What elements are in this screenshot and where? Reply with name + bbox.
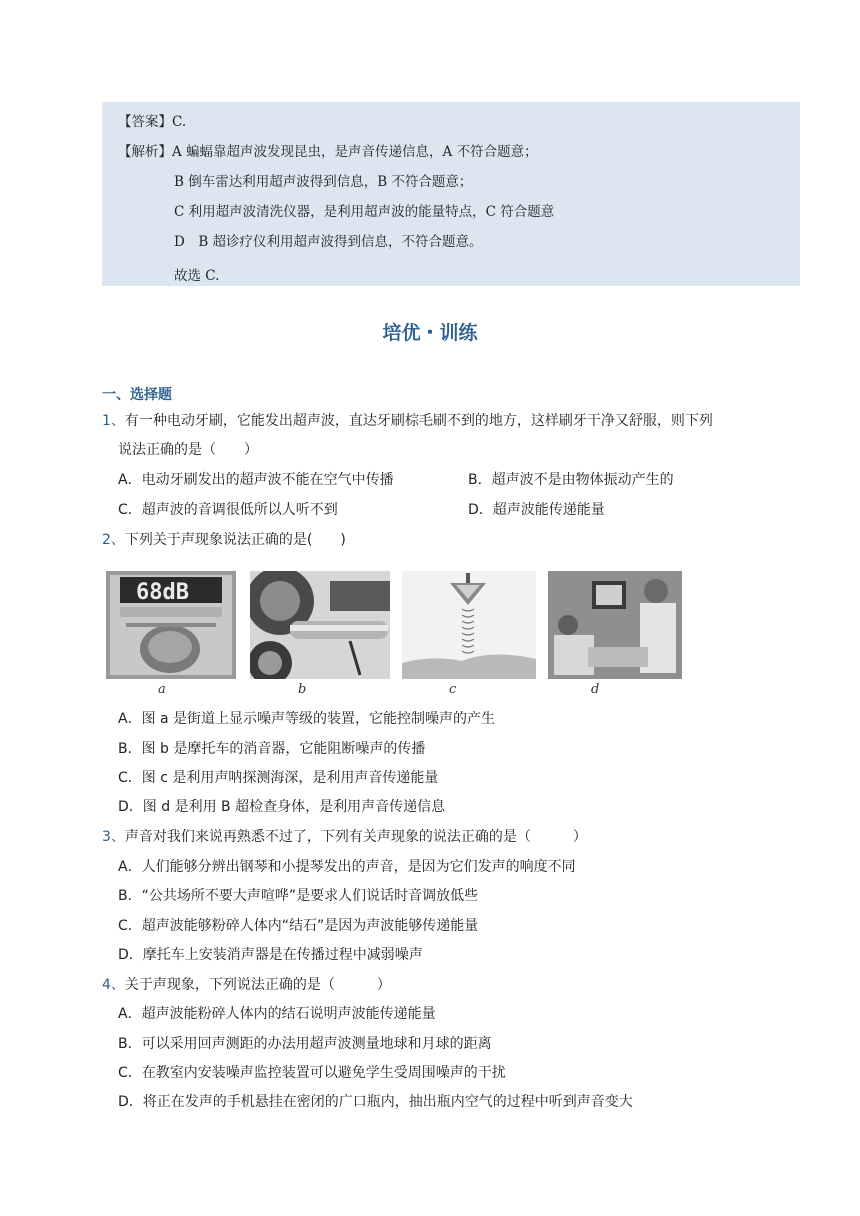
figure-d-label: d <box>591 682 600 697</box>
section-title: 培优・训练 <box>382 322 478 344</box>
analysis-line-4: D B 超诊疗仪利用超声波得到信息，不符合题意。 <box>174 234 483 250</box>
q4-option-d[interactable]: D．将正在发声的手机悬挂在密闭的广口瓶内，抽出瓶内空气的过程中听到声音变大 <box>118 1094 633 1110</box>
q2-option-c[interactable]: C．图 c 是利用声呐探测海深，是利用声音传递能量 <box>118 770 439 786</box>
q2-option-a[interactable]: A．图 a 是街道上显示噪声等级的装置，它能控制噪声的产生 <box>118 711 496 727</box>
q2-option-d[interactable]: D．图 d 是利用 B 超检查身体，是利用声音传递信息 <box>118 799 446 815</box>
question-3 <box>102 826 587 846</box>
figure-a-noise-meter <box>106 571 236 679</box>
q4-option-a[interactable]: A．超声波能粉碎人体内的结石说明声波能传递能量 <box>118 1006 436 1022</box>
analysis-text: A 蝙蝠靠超声波发现昆虫，是声音传递信息，A 不符合题意； <box>172 144 538 160</box>
figure-a-label: a <box>158 682 166 697</box>
q4-option-c[interactable]: C．在教室内安装噪声监控装置可以避免学生受周围噪声的干扰 <box>118 1065 506 1081</box>
answer-line <box>118 110 186 130</box>
question-text: 声音对我们来说再熟悉不过了，下列有关声现象的说法正确的是（ ） <box>124 829 587 845</box>
answer-label: 【答案】 <box>118 114 172 130</box>
q3-option-c[interactable]: C．超声波能够粉碎人体内“结石”是因为声波能够传递能量 <box>118 918 479 934</box>
figure-d-ultrasound-exam <box>548 571 682 679</box>
question-number: 3、 <box>102 829 125 845</box>
q1-option-b[interactable]: B．超声波不是由物体振动产生的 <box>468 472 674 488</box>
analysis-line-2: B 倒车雷达利用超声波得到信息，B 不符合题意； <box>174 174 473 190</box>
analysis-line-5: 故选 C. <box>174 268 220 284</box>
analysis-line-3: C 利用超声波清洗仪器，是利用超声波的能量特点，C 符合题意 <box>174 204 555 220</box>
q1-option-c[interactable]: C．超声波的音调很低所以人听不到 <box>118 502 338 518</box>
question-number: 2、 <box>102 532 125 548</box>
question-text: 关于声现象，下列说法正确的是（ ） <box>124 977 391 993</box>
q1-option-d[interactable]: D．超声波能传递能量 <box>468 502 605 518</box>
question-number: 4、 <box>102 977 125 993</box>
figure-c-label: c <box>449 682 457 697</box>
analysis-label: 【解析】 <box>118 144 172 160</box>
question-2 <box>102 529 346 549</box>
question-1-line-2: 说法正确的是（ ） <box>118 442 258 458</box>
question-text: 有一种电动牙刷，它能发出超声波，直达牙刷棕毛刷不到的地方，这样刷牙干净又舒服，则下列 <box>124 413 713 429</box>
answer-box <box>102 102 800 286</box>
q3-option-a[interactable]: A．人们能够分辨出钢琴和小提琴发出的声音，是因为它们发声的响度不同 <box>118 859 576 875</box>
q3-option-d[interactable]: D．摩托车上安装消声器是在传播过程中减弱噪声 <box>118 947 423 963</box>
question-text: 下列关于声现象说法正确的是( ) <box>124 532 346 548</box>
q1-option-a[interactable]: A．电动牙刷发出的超声波不能在空气中传播 <box>118 472 394 488</box>
analysis-line-1 <box>118 140 538 160</box>
question-number: 1、 <box>102 413 125 429</box>
question-4 <box>102 974 391 994</box>
q3-option-b[interactable]: B．“公共场所不要大声喧哗”是要求人们说话时音调放低些 <box>118 888 479 904</box>
question-1 <box>102 410 713 430</box>
answer-value: C. <box>172 114 187 130</box>
figure-b-label: b <box>298 682 307 697</box>
q4-option-b[interactable]: B．可以采用回声测距的办法用超声波测量地球和月球的距离 <box>118 1036 492 1052</box>
q2-option-b[interactable]: B．图 b 是摩托车的消音器，它能阻断噪声的传播 <box>118 741 426 757</box>
noise-display-value: 68dB <box>136 580 189 605</box>
figure-c-sonar <box>402 571 536 679</box>
figure-b-motorcycle-muffler <box>250 571 390 679</box>
subheading: 一、选择题 <box>102 387 172 403</box>
